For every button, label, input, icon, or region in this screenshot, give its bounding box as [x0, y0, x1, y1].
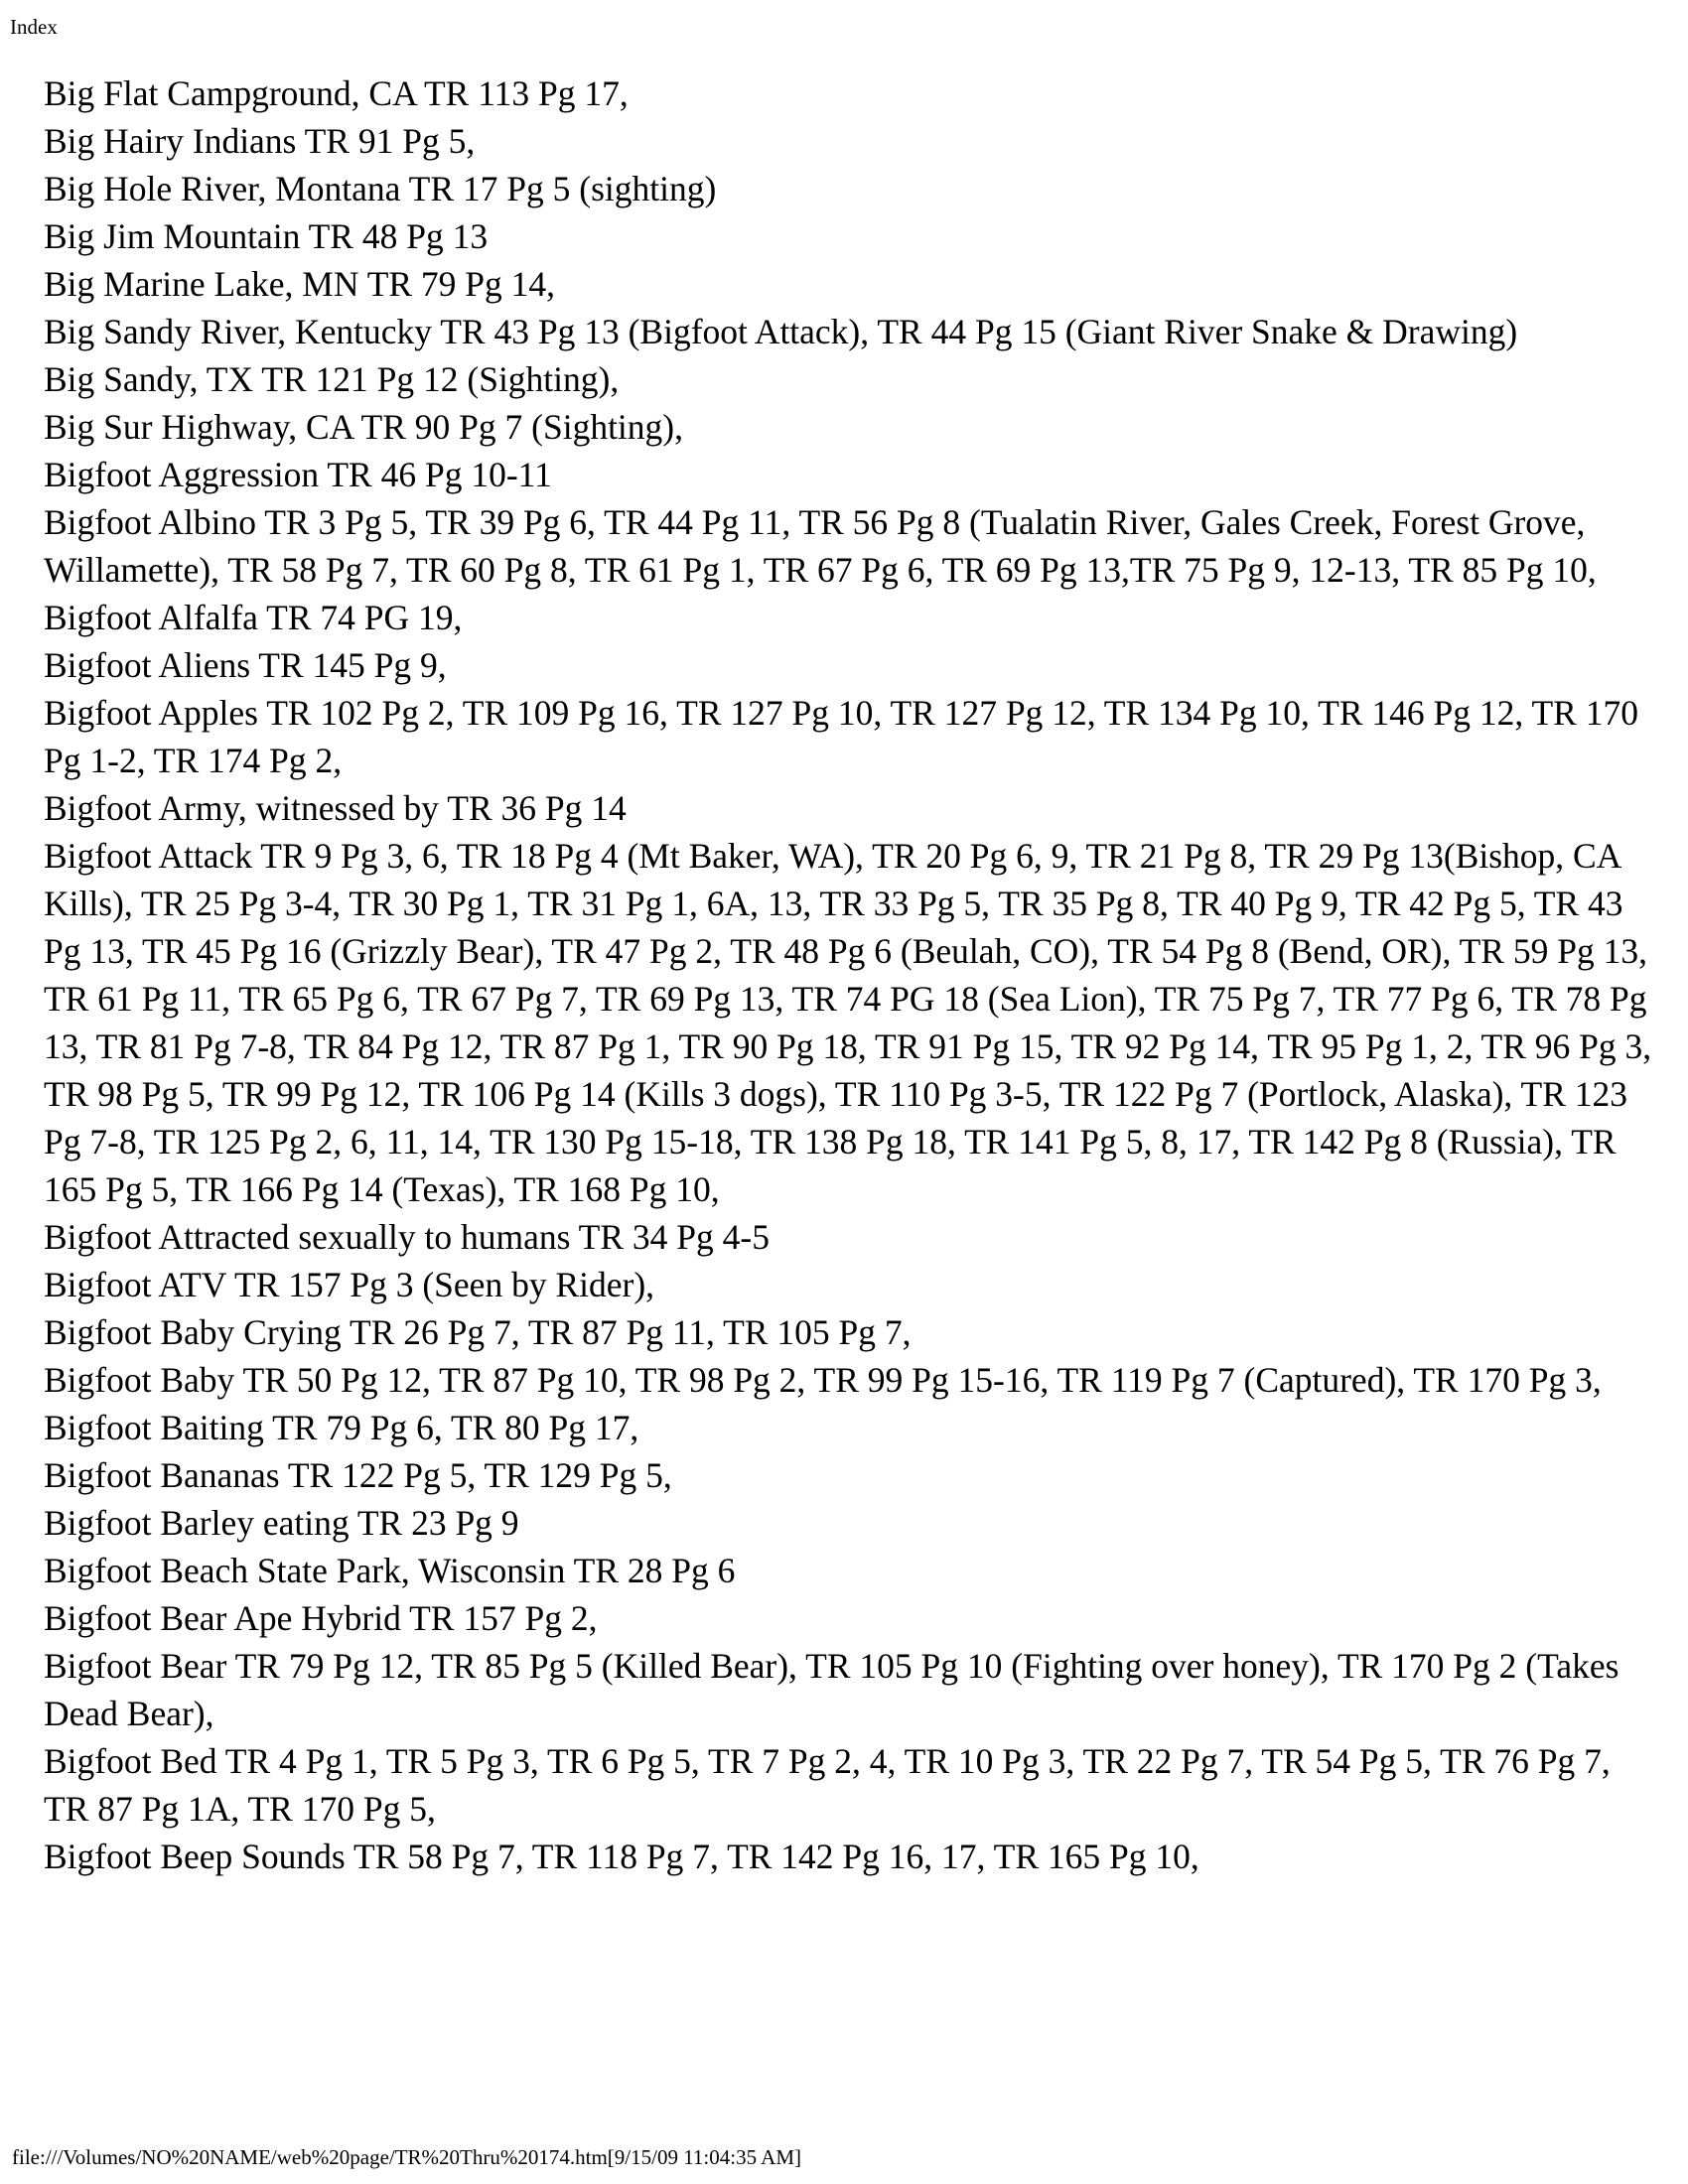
index-entry: Big Sur Highway, CA TR 90 Pg 7 (Sighting),: [44, 407, 683, 447]
index-entry: Bigfoot Beep Sounds TR 58 Pg 7, TR 118 Pg 7, TR 142 Pg 16, 17, TR 165 Pg 10,: [44, 1837, 1199, 1876]
index-entry: Bigfoot Barley eating TR 23 Pg 9: [44, 1503, 519, 1543]
index-entry: Bigfoot Bear Ape Hybrid TR 157 Pg 2,: [44, 1598, 598, 1638]
index-entry: Big Flat Campground, CA TR 113 Pg 17,: [44, 73, 629, 113]
index-list: [44, 69, 1652, 1880]
index-entry: Bigfoot Aggression TR 46 Pg 10-11: [44, 455, 552, 494]
index-entry: Bigfoot Army, witnessed by TR 36 Pg 14: [44, 788, 627, 828]
index-entry: Big Hairy Indians TR 91 Pg 5,: [44, 121, 476, 161]
index-entry: Bigfoot Baiting TR 79 Pg 6, TR 80 Pg 17,: [44, 1408, 639, 1447]
index-entry: Bigfoot ATV TR 157 Pg 3 (Seen by Rider),: [44, 1265, 655, 1304]
index-entry: Bigfoot Attack TR 9 Pg 3, 6, TR 18 Pg 4 (Mt Baker, WA), TR 20 Pg 6, 9, TR 21 Pg 8, TR 29 Pg 13(Bishop, CA Kills), TR 25 Pg 3-4, TR 30 Pg 1, TR 31 Pg 1, 6A, 13, TR 33 Pg 5, TR 35 Pg 8, TR 40 Pg 9, TR 42 Pg 5, TR 43 Pg 13, TR 45 Pg 16 (Grizzly Bear), TR 47 Pg 2, TR 48 Pg 6 (Beulah, CO), TR 54 Pg 8 (Bend, OR), TR 59 Pg 13, TR 61 Pg 11, TR 65 Pg 6, TR 67 Pg 7, TR 69 Pg 13, TR 74 PG 18 (Sea Lion), TR 75 Pg 7, TR 77 Pg 6, TR 78 Pg 13, TR 81 Pg 7-8, TR 84 Pg 12, TR 87 Pg 1, TR 90 Pg 18, TR 91 Pg 15, TR 92 Pg 14, TR 95 Pg 1, 2, TR 96 Pg 3, TR 98 Pg 5, TR 99 Pg 12, TR 106 Pg 14 (Kills 3 dogs), TR 110 Pg 3-5, TR 122 Pg 7 (Portlock, Alaska), TR 123 Pg 7-8, TR 125 Pg 2, 6, 11, 14, TR 130 Pg 15-18, TR 138 Pg 18, TR 141 Pg 5, 8, 17, TR 142 Pg 8 (Russia), TR 165 Pg 5, TR 166 Pg 14 (Texas), TR 168 Pg 10,: [44, 836, 1652, 1209]
index-entry: Bigfoot Albino TR 3 Pg 5, TR 39 Pg 6, TR 44 Pg 11, TR 56 Pg 8 (Tualatin River, Gales Creek, Forest Grove, Willamette), TR 58 Pg 7, TR 60 Pg 8, TR 61 Pg 1, TR 67 Pg 6, TR 69 Pg 13,TR 75 Pg 9, 12-13, TR 85 Pg 10,: [44, 502, 1597, 590]
index-entry: Big Sandy River, Kentucky TR 43 Pg 13 (Bigfoot Attack), TR 44 Pg 15 (Giant River Snake & Drawing): [44, 312, 1518, 351]
index-entry: Big Sandy, TX TR 121 Pg 12 (Sighting),: [44, 359, 620, 399]
index-entry: Big Jim Mountain TR 48 Pg 13: [44, 216, 489, 256]
index-entry: Bigfoot Aliens TR 145 Pg 9,: [44, 645, 447, 685]
index-entry: Bigfoot Beach State Park, Wisconsin TR 28 Pg 6: [44, 1551, 736, 1590]
page-header-title: Index: [10, 15, 58, 39]
index-entry: Bigfoot Bed TR 4 Pg 1, TR 5 Pg 3, TR 6 Pg 5, TR 7 Pg 2, 4, TR 10 Pg 3, TR 22 Pg 7, TR 54 Pg 5, TR 76 Pg 7, TR 87 Pg 1A, TR 170 Pg 5,: [44, 1741, 1611, 1829]
index-entry: Bigfoot Bananas TR 122 Pg 5, TR 129 Pg 5,: [44, 1455, 672, 1495]
index-entry: Bigfoot Bear TR 79 Pg 12, TR 85 Pg 5 (Killed Bear), TR 105 Pg 10 (Fighting over honey), TR 170 Pg 2 (Takes Dead Bear),: [44, 1646, 1619, 1733]
index-entry: Bigfoot Baby Crying TR 26 Pg 7, TR 87 Pg 11, TR 105 Pg 7,: [44, 1312, 912, 1352]
index-entry: Big Marine Lake, MN TR 79 Pg 14,: [44, 264, 556, 304]
index-entry: Bigfoot Apples TR 102 Pg 2, TR 109 Pg 16, TR 127 Pg 10, TR 127 Pg 12, TR 134 Pg 10, TR 146 Pg 12, TR 170 Pg 1-2, TR 174 Pg 2,: [44, 693, 1638, 780]
index-entry: Big Hole River, Montana TR 17 Pg 5 (sighting): [44, 169, 717, 208]
index-entry: Bigfoot Attracted sexually to humans TR 34 Pg 4-5: [44, 1217, 770, 1257]
page-footer-source-url: file:///Volumes/NO%20NAME/web%20page/TR%20Thru%20174.htm[9/15/09 11:04:35 AM]: [12, 2145, 802, 2169]
index-entry: Bigfoot Alfalfa TR 74 PG 19,: [44, 598, 463, 637]
index-entry: Bigfoot Baby TR 50 Pg 12, TR 87 Pg 10, TR 98 Pg 2, TR 99 Pg 15-16, TR 119 Pg 7 (Captured), TR 170 Pg 3,: [44, 1360, 1602, 1400]
